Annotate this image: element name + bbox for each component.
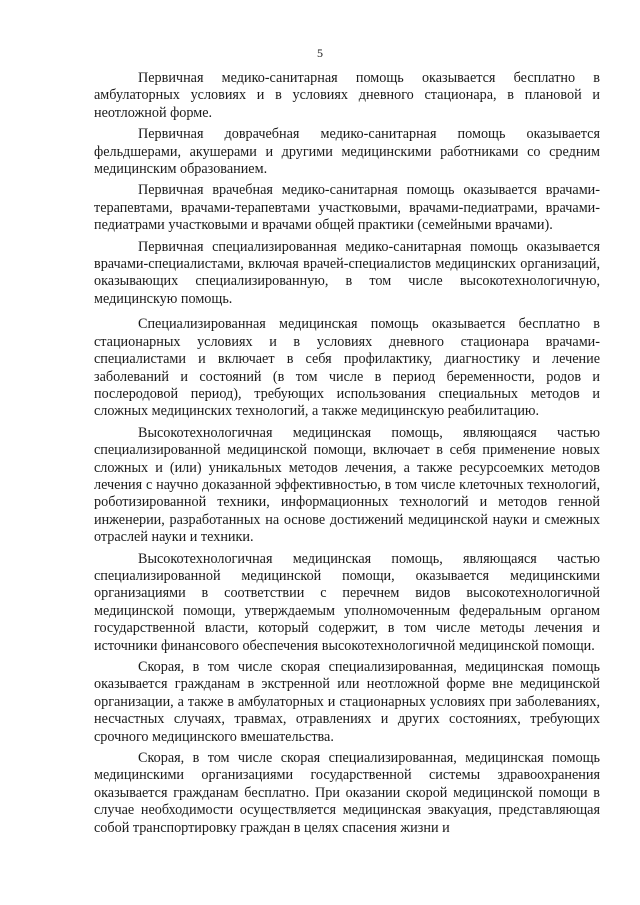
paragraph-primary-care: Первичная медико-санитарная помощь оказывается бесплатно в амбулаторных условиях и в условиях дневного стационара, в плановой и неотложной форме. [94, 70, 600, 121]
paragraph-high-tech-provision: Высокотехнологичная медицинская помощь, являющаяся частью специализированной медицинской помощи, оказывается медицинскими организациями в соответствии с перечнем видов высокотехнологичной медицинской помощи, утверждаемым уполномоченным федеральным органом государственной власти, который содержит, в том числе методы лечения и источники финансового обеспечения высокотехнологичной медицинской помощи. [94, 550, 600, 654]
paragraph-pre-medical-care: Первичная доврачебная медико-санитарная помощь оказывается фельдшерами, акушерами и другими медицинскими работниками со средним медицинским образованием. [94, 126, 600, 178]
paragraph-specialized-primary-care: Первичная специализированная медико-санитарная помощь оказывается врачами-специалистами, включая врачей-специалистов медицинских организаций, оказывающих специализированную, в том числе высокотехнологичную, медицинскую помощь. [94, 238, 600, 307]
paragraph-emergency-free: Скорая, в том числе скорая специализированная, медицинская помощь медицинскими организациями государственной системы здравоохранения оказывается гражданам бесплатно. При оказании скорой медицинской помощи в случае необходимости осуществляется медицинская эвакуация, представляющая собой транспортировку граждан в целях спасения жизни и [94, 750, 600, 836]
paragraph-physician-care: Первичная врачебная медико-санитарная помощь оказывается врачами-терапевтами, врачами-терапевтами участковыми, врачами-педиатрами, врачами-педиатрами участковыми и врачами общей практики (семейными врачами). [94, 182, 600, 234]
page-number: 5 [317, 46, 323, 60]
paragraph-specialized-care: Специализированная медицинская помощь оказывается бесплатно в стационарных условиях и в условиях дневного стационара врачами-специалистами и включает в себя профилактику, диагностику и лечение заболеваний и состояний (в том числе в период беременности, родов и послеродовой период), требующих использования специальных методов и сложных медицинских технологий, а также медицинскую реабилитацию. [94, 316, 600, 420]
paragraph-high-tech-care: Высокотехнологичная медицинская помощь, являющаяся частью специализированной медицинской помощи, включает в себя применение новых сложных и (или) уникальных методов лечения, а также ресурсоемких методов лечения с научно доказанной эффективностью, в том числе клеточных технологий, роботизированной техники, информационных технологий и методов генной инженерии, разработанных на основе достижений медицинской науки и смежных отраслей науки и техники. [94, 424, 600, 546]
paragraph-emergency-care: Скорая, в том числе скорая специализированная, медицинская помощь оказывается гражданам в экстренной или неотложной форме вне медицинской организации, а также в амбулаторных и стационарных условиях при заболеваниях, несчастных случаях, травмах, отравлениях и других состояниях, требующих срочного медицинского вмешательства. [94, 659, 600, 745]
document-body [94, 70, 600, 841]
